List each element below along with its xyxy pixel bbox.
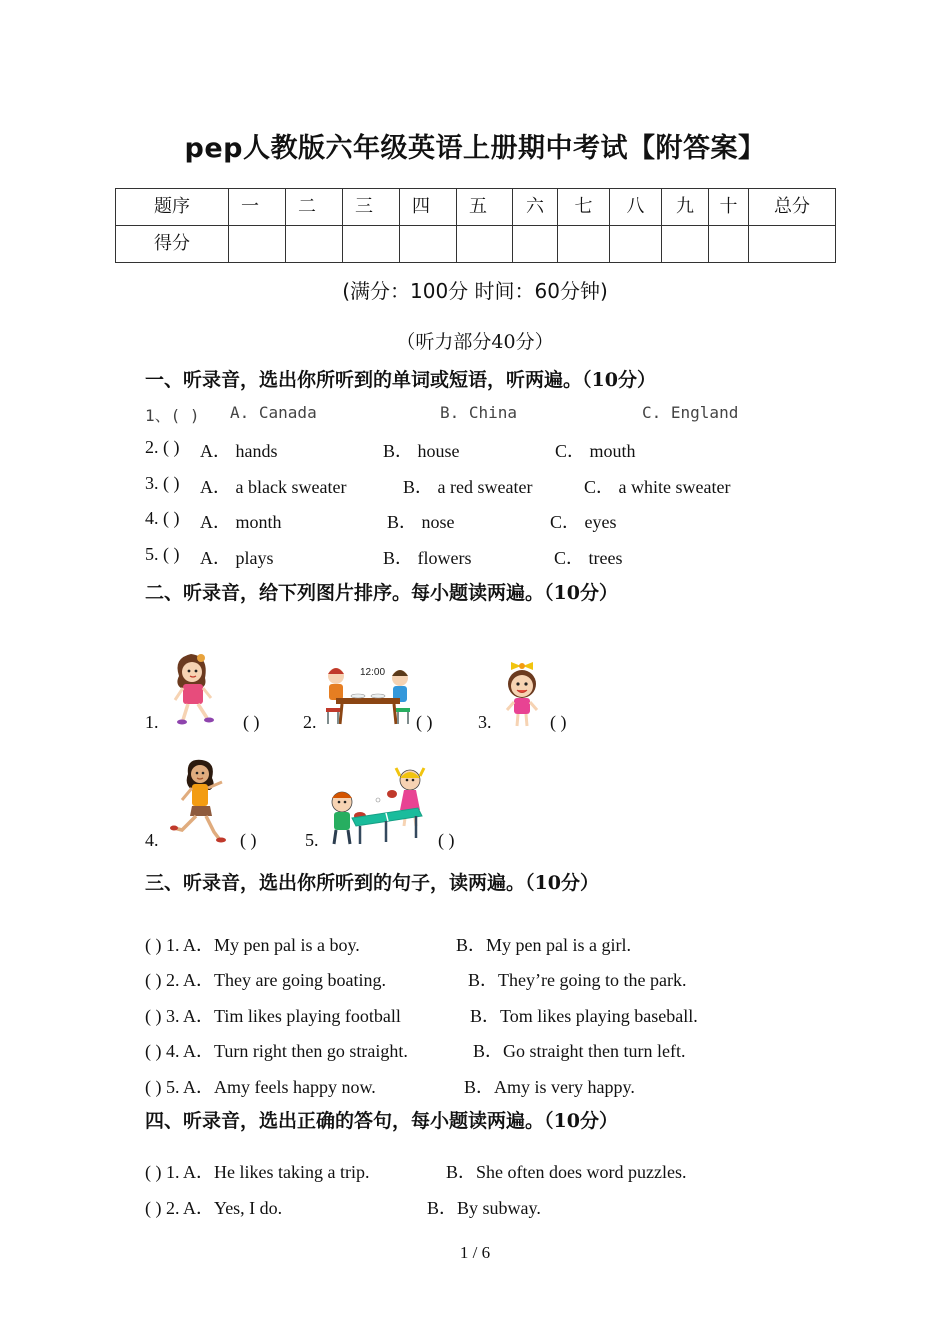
- happy-girl-picture: [499, 656, 545, 728]
- option-b: B．Amy is very happy.: [464, 1077, 635, 1097]
- score-cell[interactable]: [749, 226, 836, 263]
- score-table-score-row: [116, 226, 836, 263]
- header-cell: 八: [610, 189, 662, 226]
- header-cell: 题序: [116, 189, 229, 226]
- header-cell: 总分: [749, 189, 836, 226]
- option-a: ( ) 5. A．Amy feels happy now.: [145, 1077, 376, 1097]
- header-cell: 七: [558, 189, 610, 226]
- picture-number: 3.: [478, 712, 492, 732]
- score-cell[interactable]: [400, 226, 457, 263]
- option-c: C． a white sweater: [584, 477, 731, 497]
- option-b: B．Tom likes playing baseball.: [470, 1006, 698, 1026]
- score-cell[interactable]: [229, 226, 286, 263]
- header-cell: 二: [286, 189, 343, 226]
- picture-number: 2.: [303, 712, 317, 732]
- picture-number: 1.: [145, 712, 159, 732]
- children-at-lunch-table-picture: [322, 660, 414, 728]
- option-c: C． trees: [554, 548, 623, 568]
- page-title: pep人教版六年级英语上册期中考试【附答案】: [184, 133, 766, 164]
- option-b: B．My pen pal is a girl.: [456, 935, 631, 955]
- option-a: ( ) 1. A．He likes taking a trip.: [145, 1162, 370, 1182]
- option-a: ( ) 3. A．Tim likes playing football: [145, 1006, 401, 1026]
- header-cell: 十: [709, 189, 749, 226]
- score-cell[interactable]: [709, 226, 749, 263]
- header-cell: 九: [662, 189, 709, 226]
- score-cell[interactable]: [558, 226, 610, 263]
- option-c: C． mouth: [555, 441, 636, 461]
- option-b: B. China: [440, 403, 518, 422]
- option-a: A． month: [200, 512, 282, 532]
- option-a: A． plays: [200, 548, 274, 568]
- score-table-header-row: [116, 189, 836, 226]
- section-1-heading: 一、听录音，选出你所听到的单词或短语，听两遍。（10分）: [145, 369, 656, 391]
- header-cell: 六: [513, 189, 558, 226]
- question-number: 2. ( ): [145, 437, 180, 457]
- question-number: 1、( ): [145, 406, 200, 425]
- question-number: 4. ( ): [145, 508, 180, 528]
- answer-blank[interactable]: ( ): [243, 712, 260, 732]
- option-c: C． eyes: [550, 512, 617, 532]
- option-c: C. England: [642, 403, 739, 422]
- page-number: 1 / 6: [459, 1243, 491, 1262]
- full-score-info: (满分：100分 时间：60分钟): [342, 279, 608, 303]
- score-table: [115, 188, 836, 263]
- table-tennis-picture: [326, 764, 430, 848]
- score-cell[interactable]: [343, 226, 400, 263]
- header-cell: 五: [457, 189, 513, 226]
- section-4-heading: 四、听录音，选出正确的答句，每小题读两遍。（10分）: [145, 1110, 618, 1132]
- answer-blank[interactable]: ( ): [550, 712, 567, 732]
- option-a: ( ) 2. A．Yes, I do.: [145, 1198, 283, 1218]
- score-cell[interactable]: [610, 226, 662, 263]
- header-cell: 三: [343, 189, 400, 226]
- answer-blank[interactable]: ( ): [416, 712, 433, 732]
- option-b: B． a red sweater: [403, 477, 533, 497]
- question-number: 5. ( ): [145, 544, 180, 564]
- score-cell[interactable]: [662, 226, 709, 263]
- section-2-heading: 二、听录音，给下列图片排序。每小题读两遍。（10分）: [145, 582, 618, 604]
- option-a: A． a black sweater: [200, 477, 347, 497]
- girl-walking-picture: [165, 648, 221, 726]
- clock-text: 12:00: [360, 667, 386, 678]
- option-a: ( ) 4. A．Turn right then go straight.: [145, 1041, 408, 1061]
- option-a: A． hands: [200, 441, 278, 461]
- score-cell[interactable]: [286, 226, 343, 263]
- answer-blank[interactable]: ( ): [438, 830, 455, 850]
- option-a: A. Canada: [230, 403, 317, 422]
- header-cell: 四: [400, 189, 457, 226]
- option-a: ( ) 2. A．They are going boating.: [145, 970, 386, 990]
- answer-blank[interactable]: ( ): [240, 830, 257, 850]
- picture-number: 4.: [145, 830, 159, 850]
- question-number: 3. ( ): [145, 473, 180, 493]
- option-b: B． nose: [387, 512, 455, 532]
- header-cell: 一: [229, 189, 286, 226]
- option-a: ( ) 1. A．My pen pal is a boy.: [145, 935, 360, 955]
- listening-part-heading: （听力部分40分）: [396, 331, 554, 353]
- option-b: B．They’re going to the park.: [468, 970, 687, 990]
- section-3-heading: 三、听录音，选出你所听到的句子，读两遍。（10分）: [145, 872, 599, 894]
- running-girl-picture: [170, 756, 232, 846]
- option-b: B．Go straight then turn left.: [473, 1041, 686, 1061]
- option-b: B． house: [383, 441, 460, 461]
- score-cell[interactable]: [513, 226, 558, 263]
- score-cell[interactable]: [457, 226, 513, 263]
- picture-number: 5.: [305, 830, 319, 850]
- row-label-cell: 得分: [116, 226, 229, 263]
- option-b: B．She often does word puzzles.: [446, 1162, 687, 1182]
- option-b: B． flowers: [383, 548, 472, 568]
- option-b: B．By subway.: [427, 1198, 541, 1218]
